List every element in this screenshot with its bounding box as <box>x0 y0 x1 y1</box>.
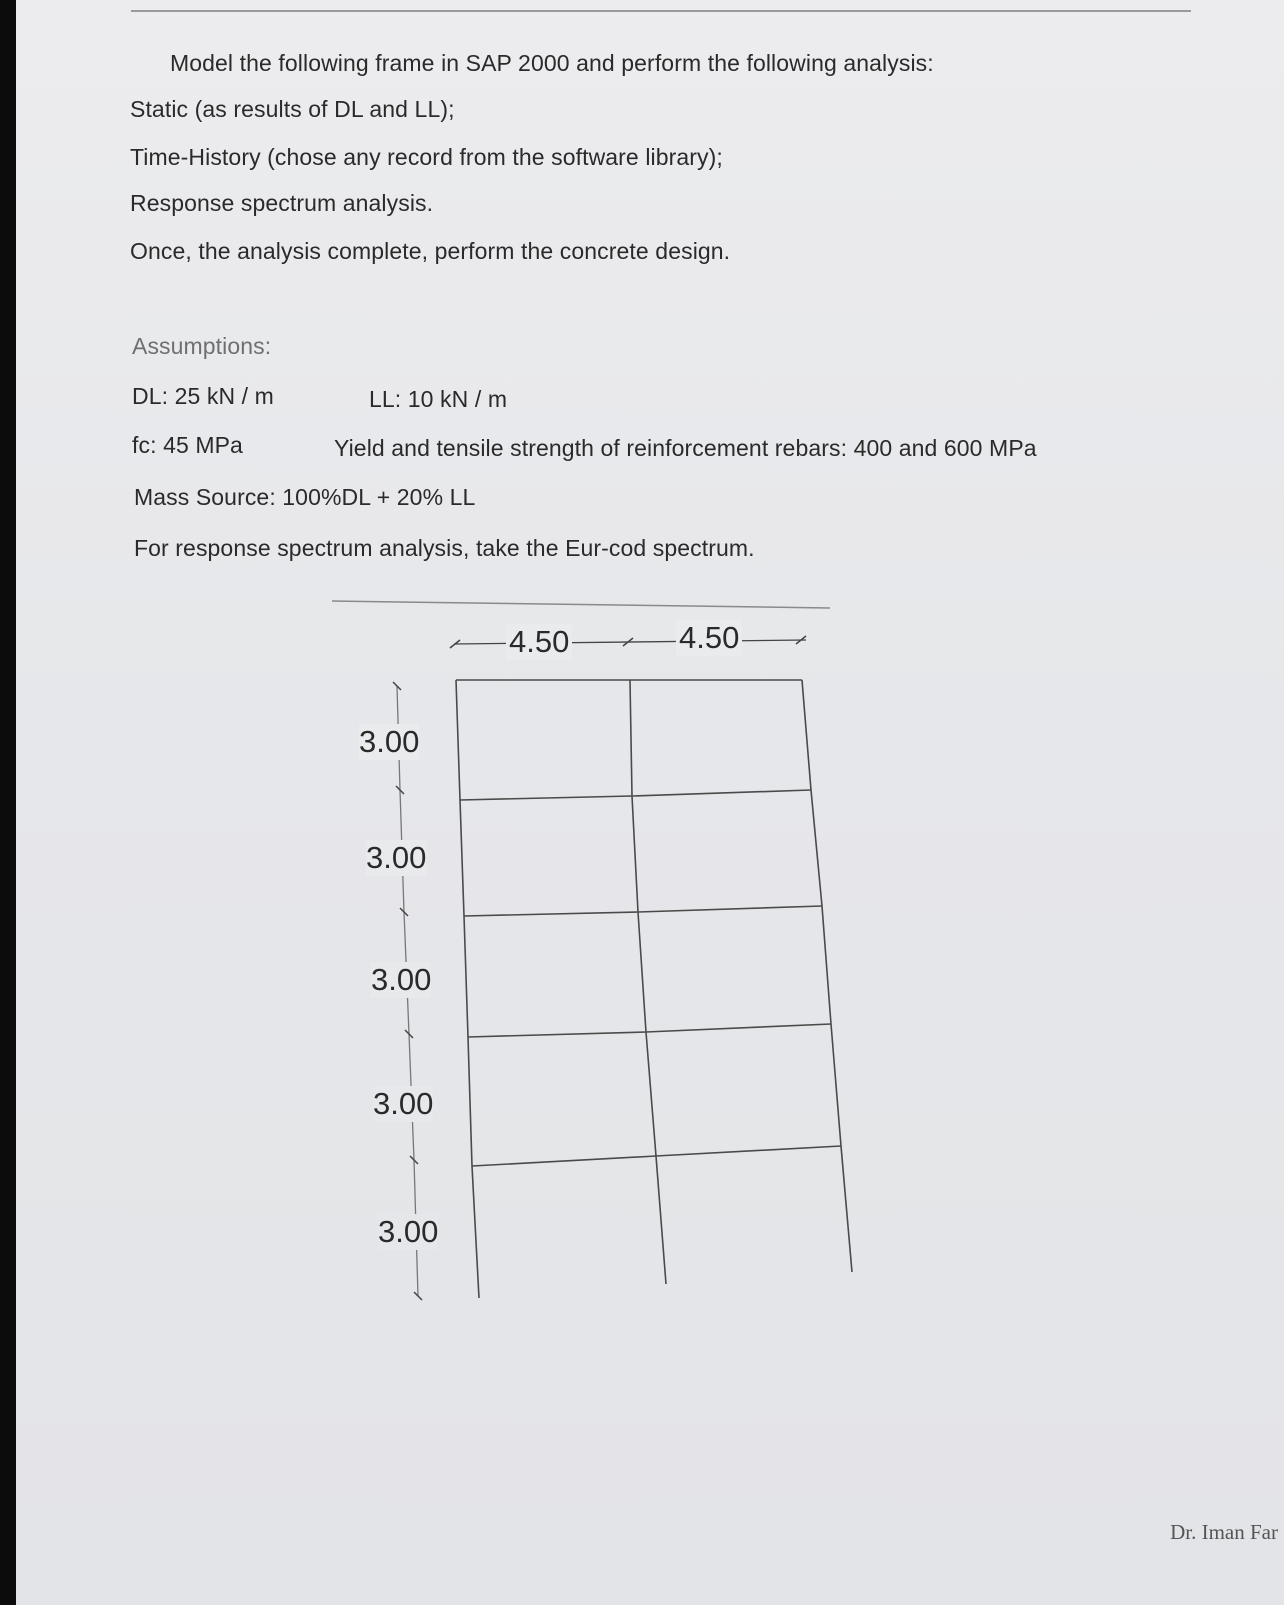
task-item-response-spectrum: Response spectrum analysis. <box>130 190 434 216</box>
story-height-label: 3.00 <box>373 1086 434 1121</box>
bay-width-label: 4.50 <box>506 624 572 660</box>
column-left <box>456 680 479 1298</box>
author-signature: Dr. Iman Far <box>1170 1520 1278 1544</box>
beam-level-2 <box>468 1024 831 1037</box>
story-height-label: 3.00 <box>359 724 420 759</box>
beam-level-3 <box>464 906 822 916</box>
document-page <box>16 0 1284 1605</box>
story-height-label: 3.00 <box>371 962 432 997</box>
concrete-strength: fc: 45 MPa <box>132 432 243 458</box>
task-intro: Model the following frame in SAP 2000 and perform the following analysis: <box>170 50 934 76</box>
task-item-concrete-design: Once, the analysis complete, perform the concrete design. <box>130 238 731 264</box>
dead-load: DL: 25 kN / m <box>132 383 274 409</box>
live-load: LL: 10 kN / m <box>369 386 508 412</box>
spectrum-note: For response spectrum analysis, take the Eur-cod spectrum. <box>134 535 755 561</box>
assumptions-heading: Assumptions: <box>132 333 272 359</box>
task-item-time-history: Time-History (chose any record from the software library); <box>130 144 723 170</box>
mass-source: Mass Source: 100%DL + 20% LL <box>134 484 476 510</box>
bay-width-label: 4.50 <box>676 620 742 656</box>
beam-level-4 <box>460 790 811 800</box>
rebar-strength: Yield and tensile strength of reinforcement rebars: 400 and 600 MPa <box>334 435 1037 461</box>
story-height-label: 3.00 <box>366 840 427 875</box>
frame-drawing <box>16 0 1284 1605</box>
drawing-rule <box>332 601 830 608</box>
column-right <box>802 680 852 1272</box>
task-item-static: Static (as results of DL and LL); <box>130 96 455 122</box>
story-height-label: 3.00 <box>378 1214 439 1249</box>
column-middle <box>630 680 666 1284</box>
